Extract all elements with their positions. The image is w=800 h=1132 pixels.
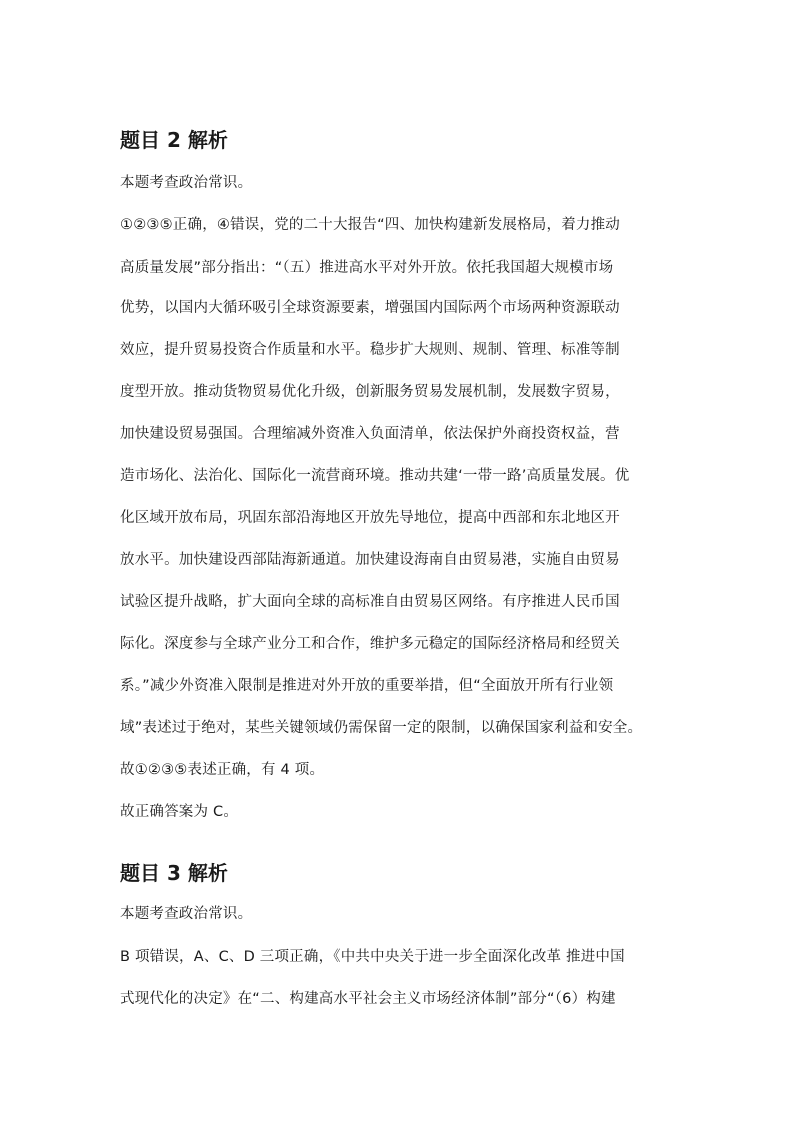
section-2-heading: 题目 2 解析 <box>120 128 228 152</box>
section-2-line: 本题考查政治常识。 <box>120 175 253 191</box>
section-2-line: 加快建设贸易强国。合理缩减外资准入负面清单，依法保护外商投资权益，营 <box>120 426 620 442</box>
section-3-line: 本题考查政治常识。 <box>120 906 253 922</box>
section-3-heading: 题目 3 解析 <box>120 861 228 885</box>
section-2-line: ①②③⑤正确，④错误，党的二十大报告“四、加快构建新发展格局，着力推动 <box>120 217 621 233</box>
section-3-line: B 项错误，A、C、D 三项正确，《中共中央关于进一步全面深化改革 推进中国 <box>120 949 625 965</box>
section-2-line: 化区域开放布局，巩固东部沿海地区开放先导地位，提高中西部和东北地区开 <box>120 510 620 526</box>
section-2-line: 域”表述过于绝对，某些关键领域仍需保留一定的限制，以确保国家利益和安全。 <box>120 720 643 736</box>
section-2-line: 故正确答案为 C。 <box>120 804 239 820</box>
section-2-line: 际化。深度参与全球产业分工和合作，维护多元稳定的国际经济格局和经贸关 <box>120 636 620 652</box>
section-2-line: 系。”减少外资准入限制是推进对外开放的重要举措，但“全面放开所有行业领 <box>120 678 614 694</box>
section-3-line: 式现代化的决定》在“二、构建高水平社会主义市场经济体制”部分“（6）构建 <box>120 991 616 1007</box>
section-2-line: 试验区提升战略，扩大面向全球的高标准自由贸易区网络。有序推进人民币国 <box>120 594 620 610</box>
section-2-line: 优势，以国内大循环吸引全球资源要素，增强国内国际两个市场两种资源联动 <box>120 300 620 316</box>
section-2-line: 高质量发展”部分指出：“（五）推进高水平对外开放。依托我国超大规模市场 <box>120 260 614 276</box>
section-2-line: 度型开放。推动货物贸易优化升级，创新服务贸易发展机制，发展数字贸易， <box>120 384 620 400</box>
section-2-line: 造市场化、法治化、国际化一流营商环境。推动共建‘一带一路’高质量发展。优 <box>120 468 630 484</box>
section-2-line: 故①②③⑤表述正确，有 4 项。 <box>120 762 325 778</box>
section-2-line: 效应，提升贸易投资合作质量和水平。稳步扩大规则、规制、管理、标准等制 <box>120 342 620 358</box>
section-2-line: 放水平。加快建设西部陆海新通道。加快建设海南自由贸易港，实施自由贸易 <box>120 552 620 568</box>
